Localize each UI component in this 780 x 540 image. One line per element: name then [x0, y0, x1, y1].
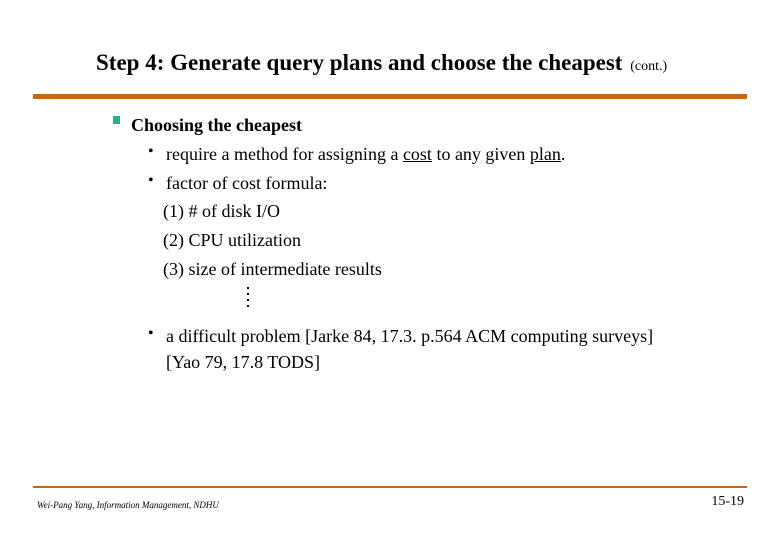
square-bullet-icon	[113, 116, 120, 124]
section-heading: Choosing the cheapest	[131, 115, 303, 135]
bullet-method-post: .	[560, 144, 566, 164]
slide-title	[96, 50, 667, 76]
bullet-dot-icon: •	[148, 325, 154, 342]
bullet-method-pre: require a method for assigning a	[166, 144, 403, 164]
slide-title-text: Step 4: Generate query plans and choose the cheapest	[96, 50, 623, 75]
bullet-difficult-problem-ref: [Yao 79, 17.8 TODS]	[166, 352, 321, 372]
bullet-difficult-problem: a difficult problem [Jarke 84, 17.3. p.564 ACM computing surveys]	[166, 326, 654, 346]
footer-divider	[33, 486, 747, 488]
title-divider	[33, 94, 747, 99]
bullet-cost-formula: factor of cost formula:	[166, 173, 328, 193]
bullet-method	[166, 144, 565, 165]
formula-item-intermediate: (3) size of intermediate results	[163, 259, 382, 279]
formula-item-cpu: (2) CPU utilization	[163, 230, 301, 250]
bullet-dot-icon: •	[148, 143, 154, 160]
formula-item-disk-io: (1) # of disk I/O	[163, 201, 280, 221]
cost-term: cost	[402, 144, 432, 164]
slide-title-suffix: (cont.)	[630, 59, 668, 74]
bullet-dot-icon: •	[148, 172, 154, 189]
plan-term: plan	[529, 144, 561, 164]
page-number: 15-19	[711, 494, 744, 509]
bullet-method-mid: to any given	[431, 144, 530, 164]
footer-author: Wei-Pang Yang, Information Management, NDHU	[37, 500, 219, 510]
vertical-ellipsis-icon	[247, 287, 249, 309]
